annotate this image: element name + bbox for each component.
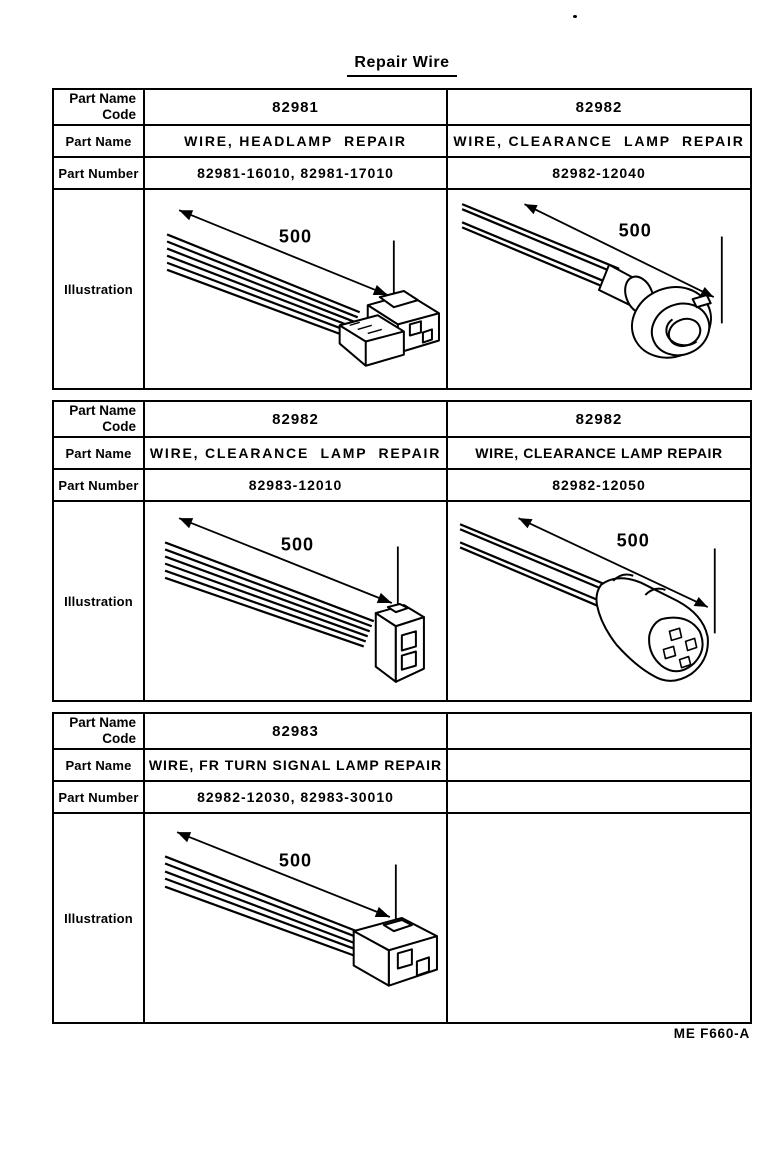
part-code-cell-empty <box>448 714 750 750</box>
part-number-cell: 82982-12040 <box>448 158 750 190</box>
row-label-part-name-code <box>54 714 145 750</box>
part-number-cell: 82982-12030, 82983-30010 <box>145 782 448 814</box>
wire-bundle <box>460 524 611 608</box>
dimension-label: 500 <box>278 226 313 247</box>
part-number-cell: 82983-12010 <box>145 470 448 502</box>
row-label-part-name: Part Name <box>54 750 145 782</box>
row-label-part-number: Part Number <box>54 782 145 814</box>
part-code-cell: 82982 <box>145 402 448 438</box>
row-label-part-name-code <box>54 402 145 438</box>
row-label-part-number: Part Number <box>54 470 145 502</box>
parts-table-2 <box>52 400 752 702</box>
row-label-line1: Part Name <box>69 403 136 419</box>
scan-speck <box>573 15 577 18</box>
triangular-socket-connector-icon <box>596 575 707 681</box>
doc-code: ME F660-A <box>673 1026 750 1041</box>
row-label-part-name-code <box>54 90 145 126</box>
part-name-cell-empty <box>448 750 750 782</box>
illustration-cell <box>145 502 448 700</box>
wire-bundle <box>167 234 360 337</box>
dimension-label: 500 <box>618 220 652 241</box>
single-block-connector-icon <box>376 604 424 682</box>
dimension-label: 500 <box>278 850 313 871</box>
fr-turn-signal-wire-illustration <box>145 814 446 1022</box>
part-code-cell: 82983 <box>145 714 448 750</box>
illustration-cell <box>145 814 448 1022</box>
part-name-cell: WIRE, CLEARANCE LAMP REPAIR <box>448 438 750 470</box>
part-code-cell: 82982 <box>448 90 750 126</box>
dual-block-connector-icon <box>340 291 439 366</box>
part-name-cell: WIRE, CLEARANCE LAMP REPAIR <box>145 438 448 470</box>
row-label-line2: Code <box>102 419 136 434</box>
part-number-cell: 82981-16010, 82981-17010 <box>145 158 448 190</box>
dimension-label: 500 <box>280 534 315 555</box>
parts-table-1 <box>52 88 752 390</box>
part-code-cell: 82981 <box>145 90 448 126</box>
part-name-cell: WIRE, CLEARANCE LAMP REPAIR <box>448 126 750 158</box>
page-title-text: Repair Wire <box>347 54 456 77</box>
illustration-cell <box>448 502 750 700</box>
round-bulb-socket-icon <box>599 265 722 370</box>
part-code-cell: 82982 <box>448 402 750 438</box>
illustration-cell <box>145 190 448 388</box>
illustration-cell <box>448 190 750 388</box>
row-label-part-number: Part Number <box>54 158 145 190</box>
wire-bundle <box>462 204 619 290</box>
part-name-cell: WIRE, FR TURN SIGNAL LAMP REPAIR <box>145 750 448 782</box>
row-label-part-name: Part Name <box>54 126 145 158</box>
row-label-line1: Part Name <box>69 91 136 107</box>
row-label-illustration: Illustration <box>54 502 145 700</box>
part-number-cell: 82982-12050 <box>448 470 750 502</box>
wire-bundle <box>165 542 374 646</box>
row-label-illustration: Illustration <box>54 190 145 388</box>
row-label-line2: Code <box>102 107 136 122</box>
row-label-illustration: Illustration <box>54 814 145 1022</box>
wire-bundle <box>165 856 362 955</box>
parts-table-3 <box>52 712 752 1024</box>
clearance-lamp-wire-illustration <box>145 502 446 700</box>
part-name-cell: WIRE, HEADLAMP REPAIR <box>145 126 448 158</box>
clearance-lamp-wire-illustration <box>448 190 750 388</box>
row-label-part-name: Part Name <box>54 438 145 470</box>
row-label-line1: Part Name <box>69 715 136 731</box>
dimension-label: 500 <box>616 530 650 551</box>
row-label-line2: Code <box>102 731 136 746</box>
illustration-cell-empty <box>448 814 750 1022</box>
clearance-lamp-wire-illustration <box>448 502 750 700</box>
headlamp-repair-wire-illustration <box>145 190 446 388</box>
block-connector-two-terminals-icon <box>354 918 437 986</box>
page-title <box>52 54 752 77</box>
part-number-cell-empty <box>448 782 750 814</box>
